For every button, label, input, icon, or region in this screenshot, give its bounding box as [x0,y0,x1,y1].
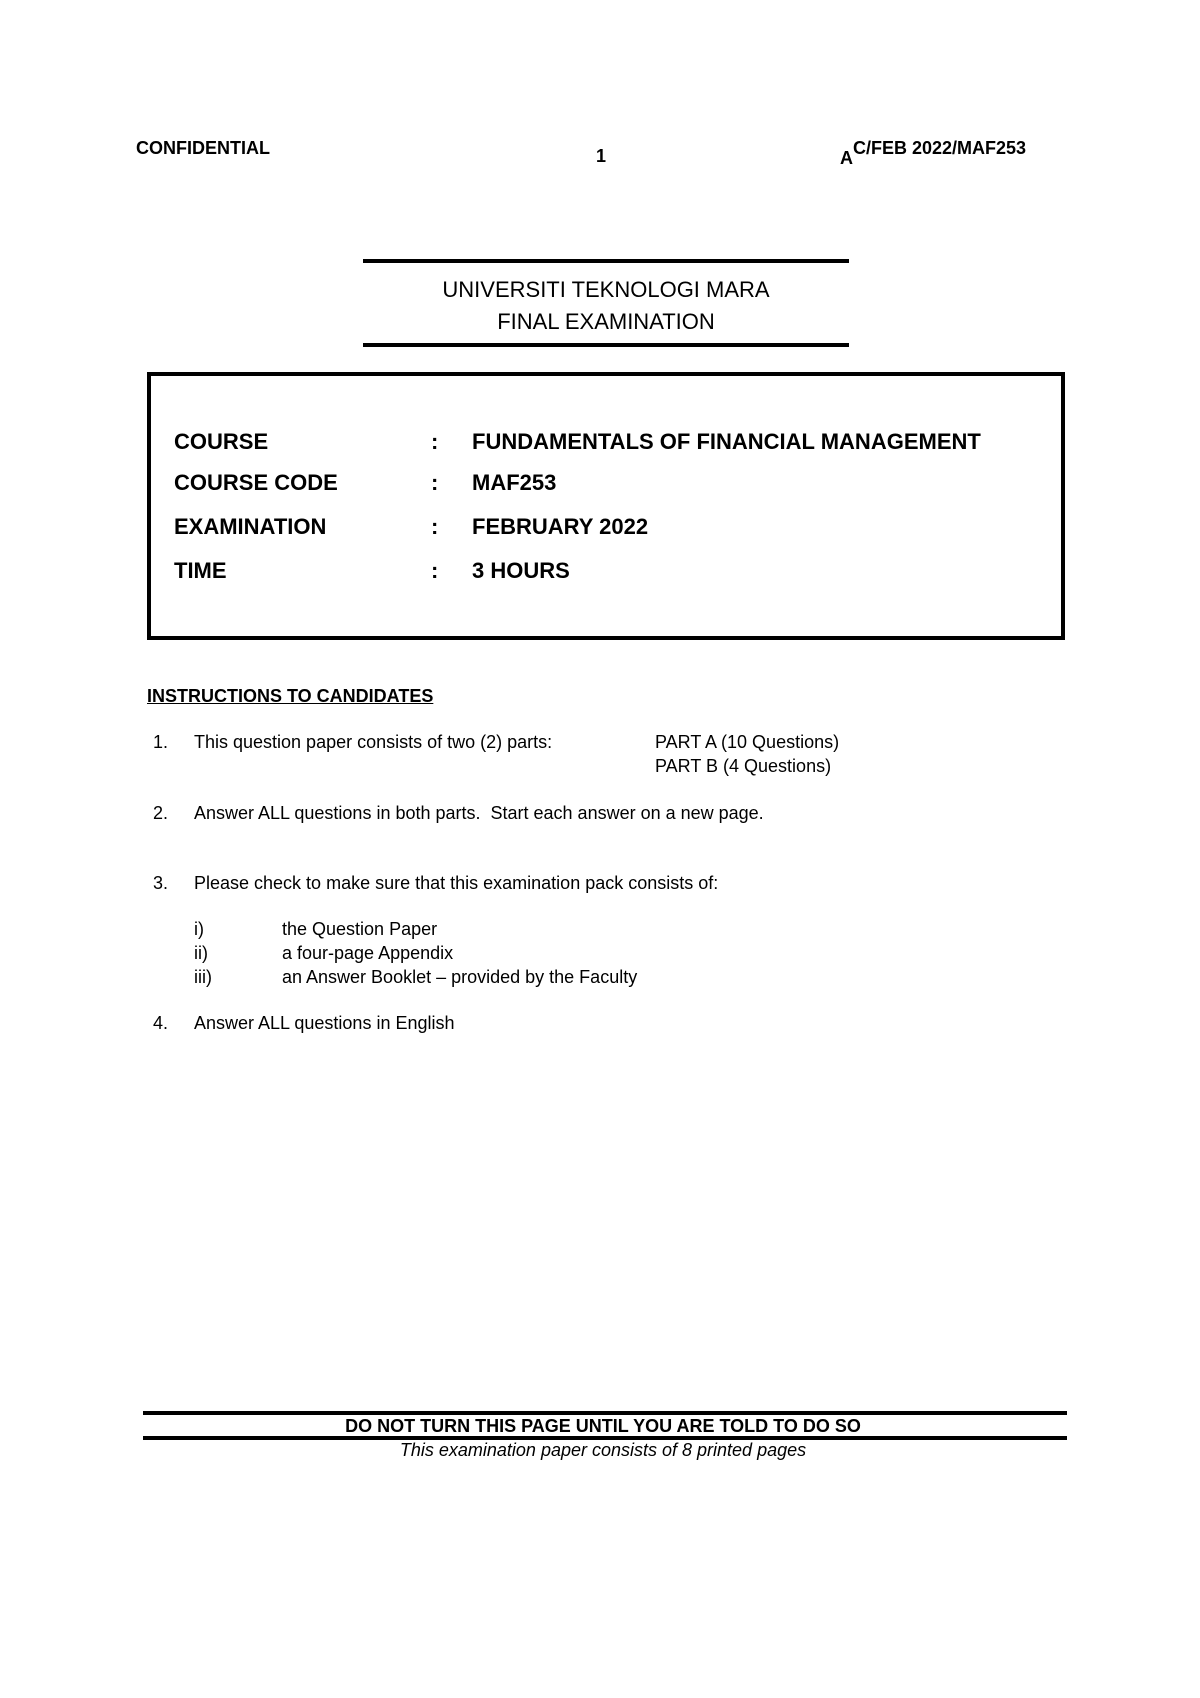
course-sep: : [431,429,439,454]
footer-page-count: This examination paper consists of 8 printed pages [399,1440,807,1460]
footer-top-rule [143,1411,1067,1415]
instruction-3-text: Please check to make sure that this examination pack consists of: [194,873,719,893]
course-code-sep: : [431,470,439,495]
sub-item-iii-number: iii) [194,967,212,987]
course-value: FUNDAMENTALS OF FINANCIAL MANAGEMENT [472,429,981,454]
page-number: 1 [596,146,607,166]
examination-value: FEBRUARY 2022 [472,514,649,539]
instruction-4-text: Answer ALL questions in English [194,1013,455,1033]
university-name: UNIVERSITI TEKNOLOGI MARA [442,277,770,302]
instruction-1-text: This question paper consists of two (2) parts: [194,732,553,752]
exam-reference [840,138,1027,168]
time-value: 3 HOURS [472,558,570,583]
examination-label: EXAMINATION [174,514,327,539]
confidential-label: CONFIDENTIAL [136,138,270,158]
sub-item-i-number: i) [194,919,204,939]
instruction-3-number: 3. [153,873,169,893]
title-bottom-rule [363,343,849,347]
course-label: COURSE [174,429,269,454]
instruction-4-number: 4. [153,1013,169,1033]
sub-item-ii-number: ii) [194,943,208,963]
sub-item-ii-text: a four-page Appendix [282,943,454,963]
instructions-heading: INSTRUCTIONS TO CANDIDATES [147,686,434,706]
exam-type: FINAL EXAMINATION [497,309,715,334]
exam-reference-code: C/FEB 2022/MAF253 [853,138,1027,158]
course-details-box [147,372,1065,640]
instruction-2-number: 2. [153,803,169,823]
part-b-note: PART B (4 Questions) [655,756,832,776]
course-code-label: COURSE CODE [174,470,338,495]
footer-warning: DO NOT TURN THIS PAGE UNTIL YOU ARE TOLD TO DO SO [345,1416,861,1436]
sub-item-i-text: the Question Paper [282,919,438,939]
time-sep: : [431,558,439,583]
instruction-1-number: 1. [153,732,169,752]
instruction-2-text: Answer ALL questions in both parts. Start each answer on a new page. [194,803,764,823]
examination-sep: : [431,514,439,539]
course-code-value: MAF253 [472,470,557,495]
title-top-rule [363,259,849,263]
exam-reference-prefix: A [840,148,853,168]
part-a-note: PART A (10 Questions) [655,732,840,752]
sub-item-iii-text: an Answer Booklet – provided by the Faculty [282,967,638,987]
time-label: TIME [174,558,227,583]
